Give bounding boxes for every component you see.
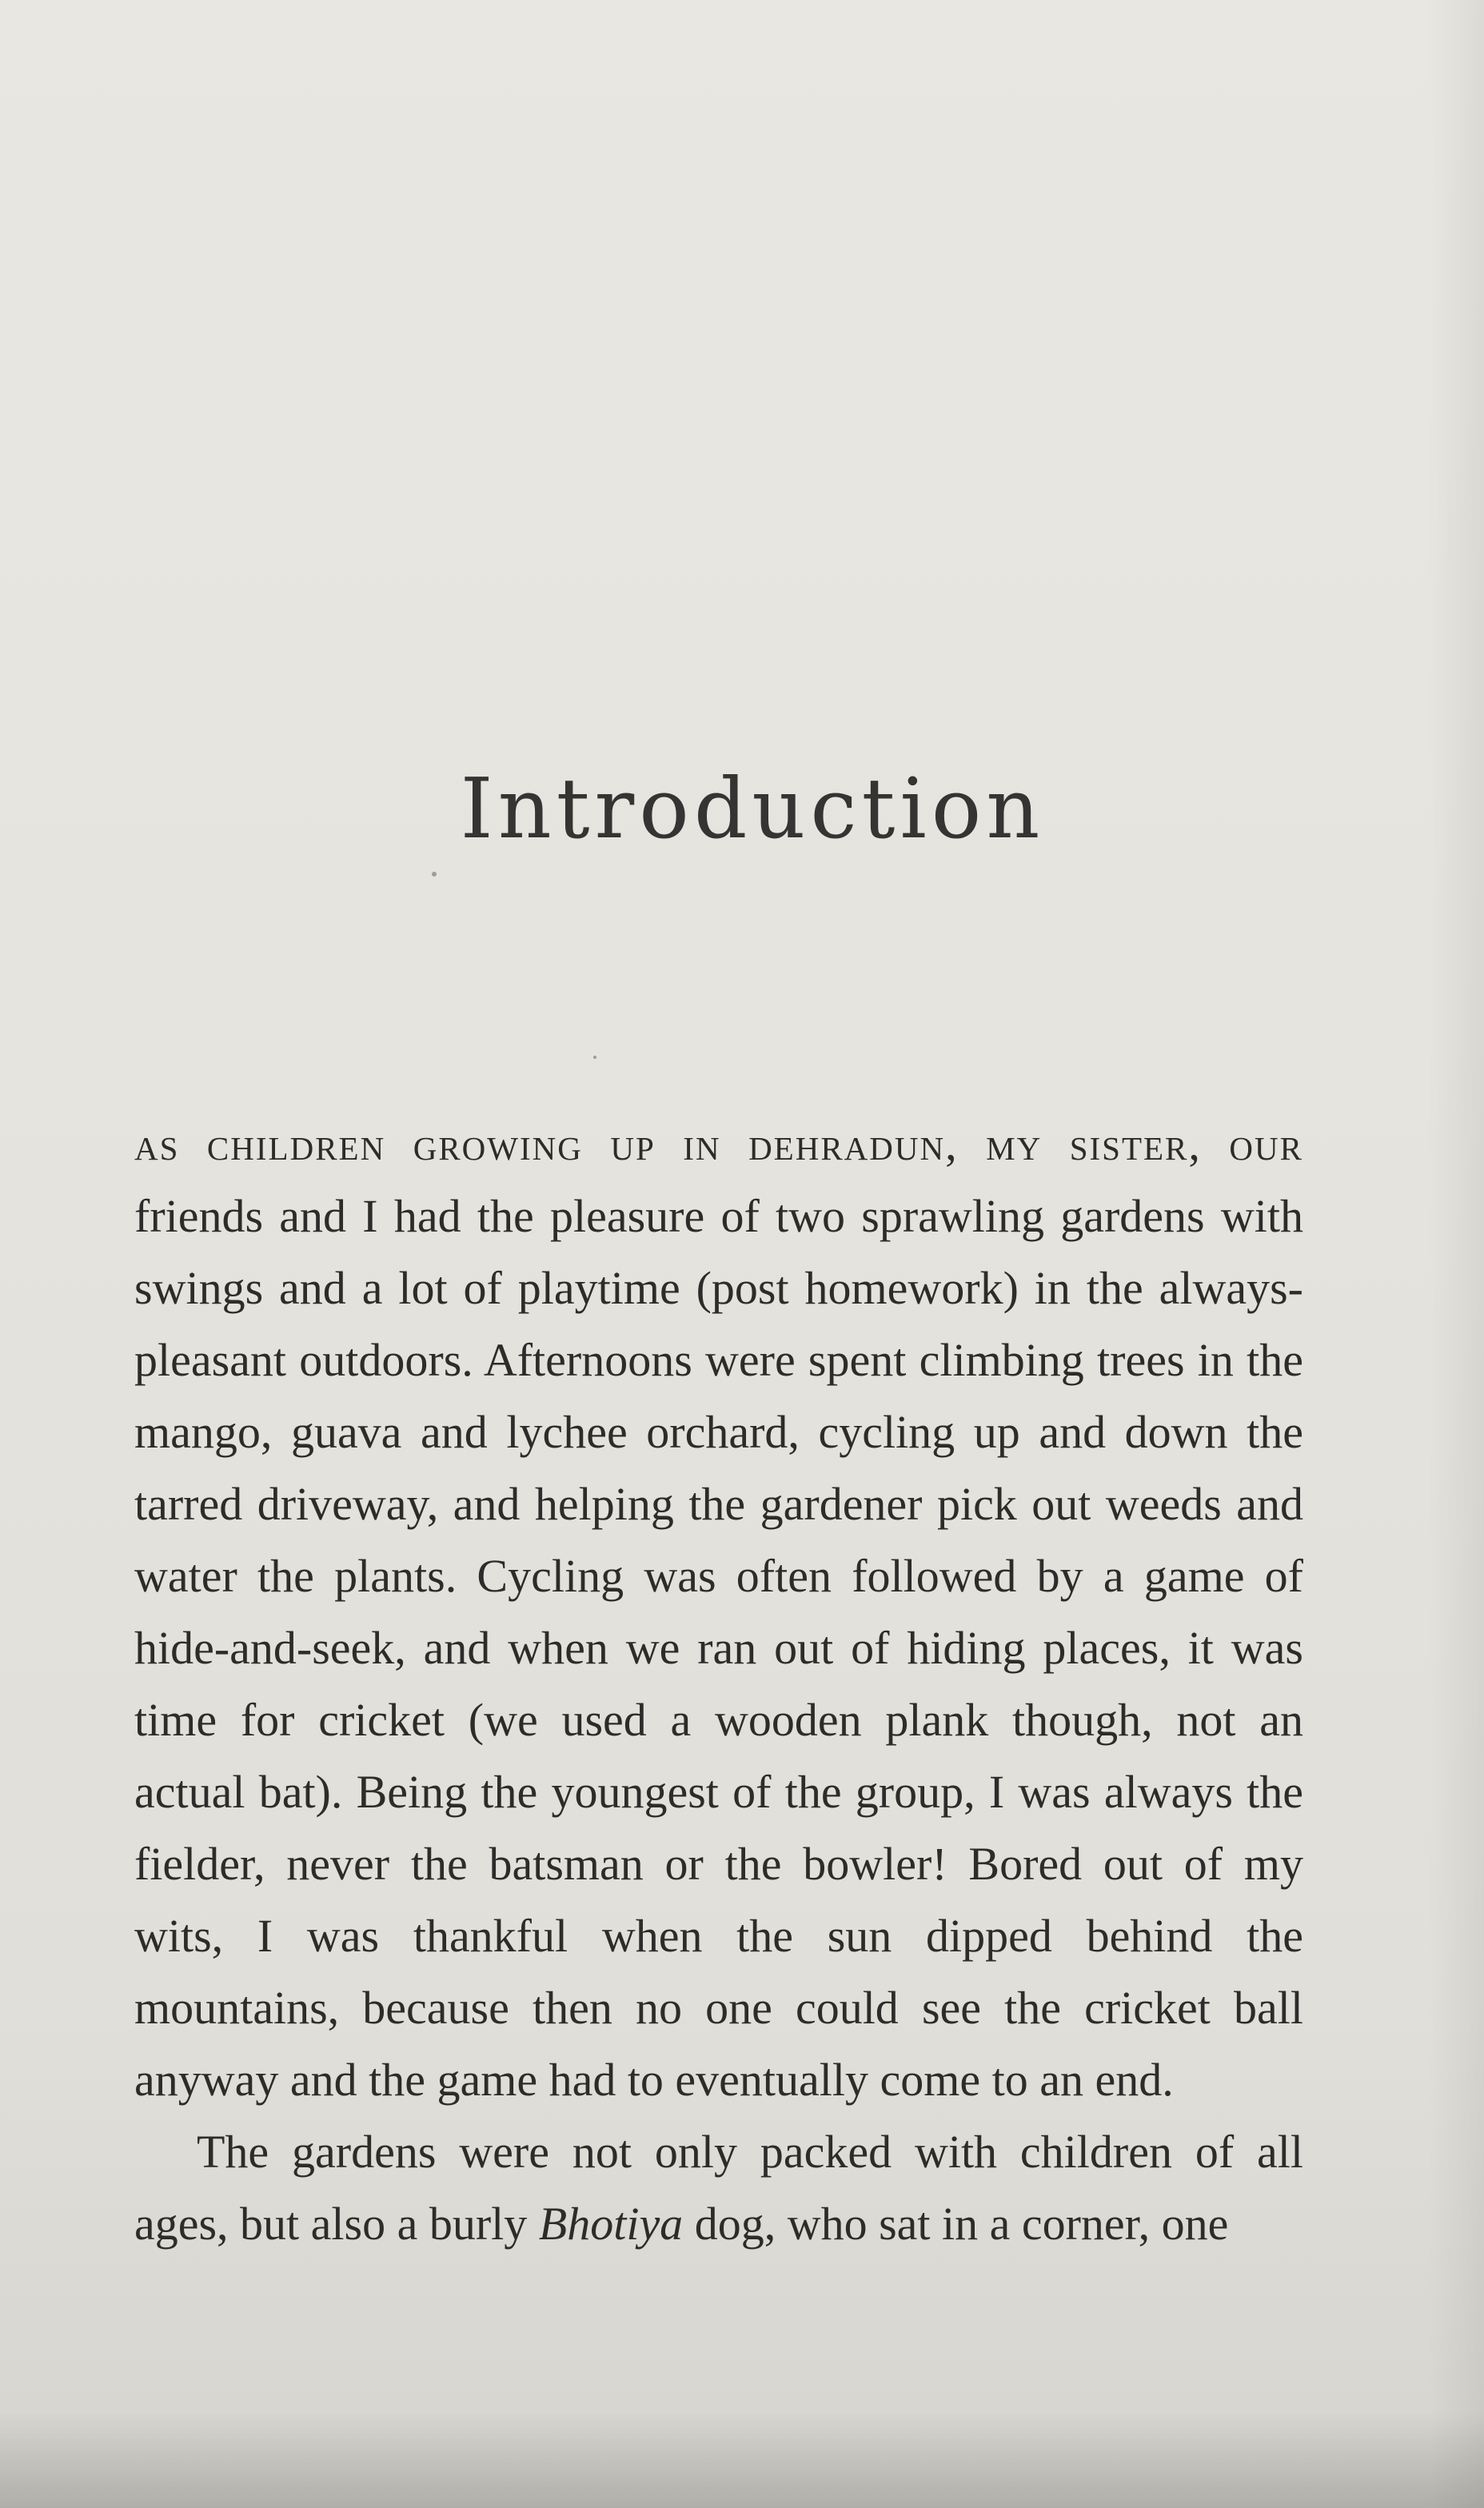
paragraph-1-text: friends and I had the pleasure of two sprawling gardens with swings and a lot of playtime (post homework) in the always-pleasant outdoors. Afternoons were spent climbing trees in the mango, guava and lychee orchard, cycling up and down the tarred driveway, and helping the gardener pick out weeds and water the plants. Cycling was often followed by a game of hide-and-seek, and when we ran out of hiding places, it was time for cricket (we used a wooden plank though, not an actual bat). Being the youngest of the group, I was always the fielder, never the batsman or the bowler! Bored out of my wits, I was thankful when the sun dipped behind the mountains, because then no one could see the cricket ball anyway and the game had to eventually come to an end. (134, 1190, 1303, 2106)
paragraph-1 (134, 1108, 1303, 2116)
paragraph-2-italic: Bhotiya (538, 2198, 684, 2250)
chapter-title: Introduction (460, 760, 1045, 857)
page-bottom-shadow (0, 2412, 1484, 2508)
paragraph-2-text-before: The gardens were not only packed with children of all ages, but also a burly (134, 2126, 1303, 2250)
page-edge-shadow (1428, 0, 1484, 2508)
paragraph-lead-in: as children growing up in dehradun, my sister, our (134, 1118, 1303, 1170)
paragraph-2-text-after: dog, who sat in a corner, one (683, 2198, 1229, 2250)
paragraph-2 (134, 2116, 1303, 2260)
paper-speck (432, 872, 437, 877)
paper-speck (593, 1056, 596, 1059)
body-text (134, 1108, 1303, 2260)
